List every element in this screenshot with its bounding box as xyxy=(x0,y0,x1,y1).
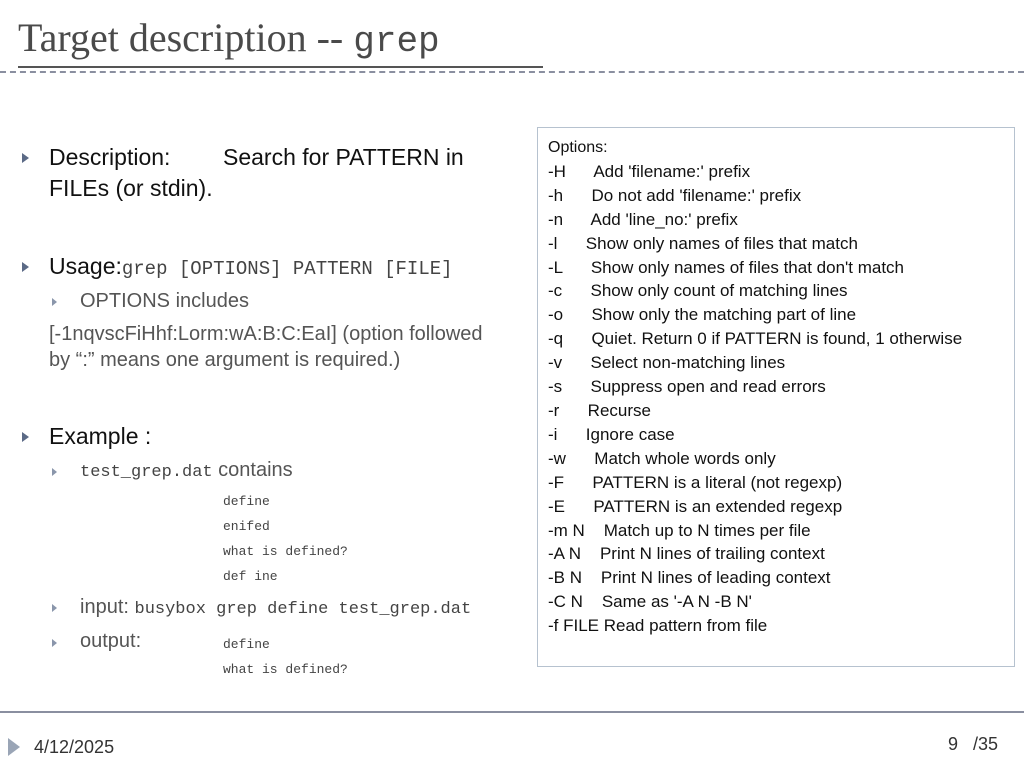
option-line: -f FILE Read pattern from file xyxy=(548,616,768,636)
file-line-4: def ine xyxy=(223,569,278,584)
option-line: -w Match whole words only xyxy=(548,448,776,468)
usage-label: Usage: xyxy=(49,253,122,279)
example-file-text: contains xyxy=(212,459,293,481)
sub-bullet-icon xyxy=(52,298,57,306)
output-label: output: xyxy=(80,630,142,652)
title-underline xyxy=(18,66,543,68)
usage-line xyxy=(49,253,453,280)
option-line: -F PATTERN is a literal (not regexp) xyxy=(548,472,843,492)
example-label: Example : xyxy=(49,423,152,449)
page-title xyxy=(18,14,440,62)
option-line: -n Add 'line_no:' prefix xyxy=(548,209,738,229)
option-line: -s Suppress open and read errors xyxy=(548,377,826,397)
sub-bullet-icon xyxy=(52,468,57,476)
footer-divider xyxy=(0,711,1024,713)
title-divider xyxy=(0,71,1024,73)
option-line: -o Show only the matching part of line xyxy=(548,305,857,325)
input-code: busybox grep define test_grep.dat xyxy=(134,600,472,619)
title-code: grep xyxy=(353,21,440,62)
page-total: /35 xyxy=(973,734,999,754)
option-line: -A N Print N lines of trailing context xyxy=(548,544,825,564)
description-label: Description: xyxy=(49,144,171,170)
option-line: -q Quiet. Return 0 if PATTERN is found, 1 otherwise xyxy=(548,329,963,349)
bullet-icon xyxy=(22,262,29,272)
example-file-name: test_grep.dat xyxy=(80,463,213,482)
usage-code: grep [OPTIONS] PATTERN [FILE] xyxy=(121,258,453,280)
description-text: Search for PATTERN in xyxy=(223,144,464,170)
file-line-3: what is defined? xyxy=(223,544,348,559)
file-line-1: define xyxy=(223,494,270,509)
options-includes-label: OPTIONS includes xyxy=(80,290,249,312)
output-line-1: define xyxy=(223,637,270,652)
input-label: input: xyxy=(80,596,129,618)
page-current: 9 xyxy=(948,734,959,754)
title-text: Target description -- xyxy=(18,15,354,60)
bullet-icon xyxy=(22,153,29,163)
footer-date: 4/12/2025 xyxy=(34,737,115,757)
footer-arrow-icon xyxy=(8,738,20,756)
example-file-line xyxy=(80,459,293,482)
option-line: -E PATTERN is an extended regexp xyxy=(548,496,843,516)
option-line: -m N Match up to N times per file xyxy=(548,520,811,540)
option-line: -H Add 'filename:' prefix xyxy=(548,161,751,181)
output-line-2: what is defined? xyxy=(223,662,348,677)
option-line: -r Recurse xyxy=(548,400,651,420)
option-line: -L Show only names of files that don't match xyxy=(548,257,905,277)
option-line: -i Ignore case xyxy=(548,424,675,444)
page-number xyxy=(948,734,998,755)
options-box xyxy=(537,127,1015,667)
bullet-icon xyxy=(22,432,29,442)
option-line: -B N Print N lines of leading context xyxy=(548,568,831,588)
description-text-cont: FILEs (or stdin). xyxy=(49,175,213,201)
option-line: -l Show only names of files that match xyxy=(548,233,858,253)
option-line: -h Do not add 'filename:' prefix xyxy=(548,185,802,205)
options-header: Options: xyxy=(548,139,608,156)
option-line: -C N Same as '-A N -B N' xyxy=(548,592,752,612)
options-string: [-1nqvscFiHhf:Lorm:wA:B:C:EaI] (option followed xyxy=(49,323,483,345)
input-line xyxy=(80,596,471,619)
option-line: -v Select non-matching lines xyxy=(548,353,786,373)
options-note: by “:” means one argument is required.) xyxy=(49,349,401,371)
file-line-2: enifed xyxy=(223,519,270,534)
sub-bullet-icon xyxy=(52,604,57,612)
option-line: -c Show only count of matching lines xyxy=(548,281,848,301)
sub-bullet-icon xyxy=(52,639,57,647)
